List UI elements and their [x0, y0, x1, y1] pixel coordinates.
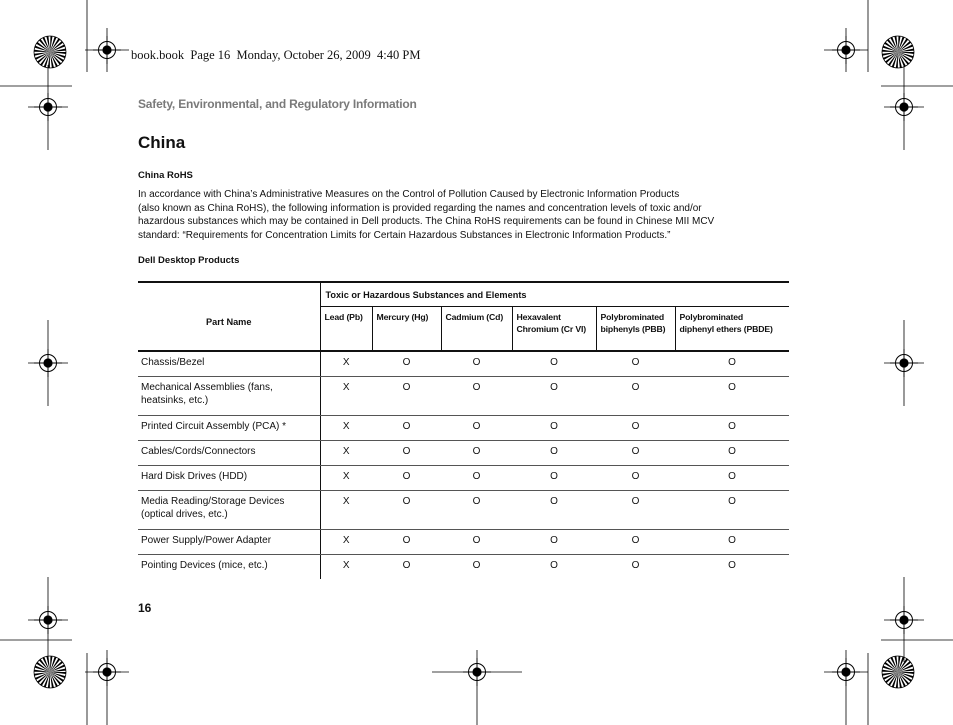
table-row — [138, 530, 789, 555]
registration-mark — [890, 606, 918, 634]
table-row — [138, 377, 789, 416]
table-row — [138, 555, 789, 580]
part-name-cell: Chassis/Bezel — [138, 351, 320, 377]
page-number: 16 — [138, 601, 152, 615]
paragraph-line: (also known as China RoHS), the following information is provided regarding the names and concentration levels of toxic and/or — [138, 202, 702, 214]
lead-value: X — [320, 491, 372, 530]
subsection-heading: China RoHS — [138, 170, 193, 181]
table-row — [138, 491, 789, 530]
lead-value: X — [320, 351, 372, 377]
registration-mark — [463, 658, 491, 686]
column-header-hexavalent-chromium: Hexavalent Chromium (Cr VI) — [512, 307, 596, 352]
part-name-cell: Power Supply/Power Adapter — [138, 530, 320, 555]
lead-value: X — [320, 530, 372, 555]
running-head: Safety, Environmental, and Regulatory Information — [138, 97, 417, 111]
part-name-cell: Media Reading/Storage Devices (optical drives, etc.) — [138, 491, 320, 530]
table-row — [138, 351, 789, 377]
pbb-value: O — [596, 377, 675, 416]
paragraph-line: In accordance with China’s Administrative Measures on the Control of Pollution Caused by Electronic Information Products — [138, 189, 680, 200]
cadmium-value: O — [441, 351, 512, 377]
part-name-cell: Hard Disk Drives (HDD) — [138, 466, 320, 491]
registration-mark — [34, 349, 62, 377]
substances-group-header: Toxic or Hazardous Substances and Elements — [320, 282, 789, 307]
table-header-row — [138, 282, 789, 307]
mercury-value: O — [372, 377, 441, 416]
starburst-mark — [882, 36, 914, 68]
hexavalent-chromium-value: O — [512, 491, 596, 530]
registration-mark — [832, 36, 860, 64]
lead-value: X — [320, 416, 372, 441]
cadmium-value: O — [441, 530, 512, 555]
pbde-value: O — [675, 491, 789, 530]
registration-mark — [34, 606, 62, 634]
column-header-pbde: Polybrominated diphenyl ethers (PBDE) — [675, 307, 789, 352]
column-header-lead: Lead (Pb) — [320, 307, 372, 352]
hexavalent-chromium-value: O — [550, 560, 558, 571]
cadmium-value: O — [441, 441, 512, 466]
lead-value: X — [342, 560, 350, 571]
print-header-stamp: book.book Page 16 Monday, October 26, 2009 4:40 PM — [131, 48, 421, 62]
pbb-value: O — [596, 416, 675, 441]
paragraph-line: hazardous substances which may be contained in Dell products. The China RoHS requirements can be found in Chinese MII MCV — [138, 216, 715, 227]
pbb-value: O — [596, 491, 675, 530]
mercury-value: O — [372, 530, 441, 555]
pbb-value: O — [596, 351, 675, 377]
hexavalent-chromium-value: O — [512, 416, 596, 441]
cadmium-value: O — [441, 491, 512, 530]
lead-value: X — [320, 377, 372, 416]
registration-mark — [890, 349, 918, 377]
pbb-value: O — [596, 530, 675, 555]
registration-mark — [890, 93, 918, 121]
mercury-value: O — [372, 351, 441, 377]
cadmium-value: O — [472, 560, 481, 571]
starburst-mark — [882, 656, 914, 688]
paragraph-line: standard: “Requirements for Concentration Limits for Certain Hazardous Substances in Electronic Information Products.” — [138, 229, 671, 241]
pbb-value: O — [631, 560, 640, 571]
registration-mark — [93, 658, 121, 686]
lead-value: X — [320, 466, 372, 491]
table-row — [138, 441, 789, 466]
registration-mark — [832, 658, 860, 686]
hexavalent-chromium-value: O — [512, 530, 596, 555]
registration-mark — [34, 93, 62, 121]
hexavalent-chromium-value: O — [512, 351, 596, 377]
hexavalent-chromium-value: O — [512, 466, 596, 491]
mercury-value: O — [372, 491, 441, 530]
part-name-cell: Cables/Cords/Connectors — [138, 441, 320, 466]
part-name-cell: Mechanical Assemblies (fans, heatsinks, etc.) — [138, 377, 320, 416]
column-header-mercury: Mercury (Hg) — [372, 307, 441, 352]
table-row — [138, 466, 789, 491]
pbde-value: O — [728, 560, 736, 571]
part-name-cell: Printed Circuit Assembly (PCA) * — [138, 416, 320, 441]
registration-mark — [93, 36, 121, 64]
cadmium-value: O — [441, 416, 512, 441]
column-header-cadmium: Cadmium (Cd) — [441, 307, 512, 352]
cadmium-value: O — [441, 466, 512, 491]
cadmium-value: O — [441, 377, 512, 416]
part-name-header: Part Name — [138, 282, 320, 351]
body-paragraph — [138, 188, 714, 242]
section-title: China — [138, 133, 186, 152]
mercury-value: O — [372, 416, 441, 441]
pbb-value: O — [596, 441, 675, 466]
mercury-value: O — [372, 441, 441, 466]
pbde-value: O — [675, 530, 789, 555]
pbde-value: O — [675, 416, 789, 441]
lead-value: X — [320, 441, 372, 466]
column-header-pbb: Polybrominated biphenyls (PBB) — [596, 307, 675, 352]
part-name-cell: Pointing Devices (mice, etc.) — [138, 555, 320, 580]
starburst-mark — [34, 36, 66, 68]
pbde-value: O — [675, 466, 789, 491]
mercury-value: O — [402, 560, 411, 571]
mercury-value: O — [372, 466, 441, 491]
pbde-value: O — [675, 351, 789, 377]
pbde-value: O — [675, 377, 789, 416]
hexavalent-chromium-value: O — [512, 441, 596, 466]
hexavalent-chromium-value: O — [512, 377, 596, 416]
table-caption: Dell Desktop Products — [138, 255, 240, 266]
starburst-mark — [34, 656, 66, 688]
pbb-value: O — [596, 466, 675, 491]
table-row — [138, 416, 789, 441]
pbde-value: O — [675, 441, 789, 466]
hazardous-substances-table — [138, 281, 789, 579]
